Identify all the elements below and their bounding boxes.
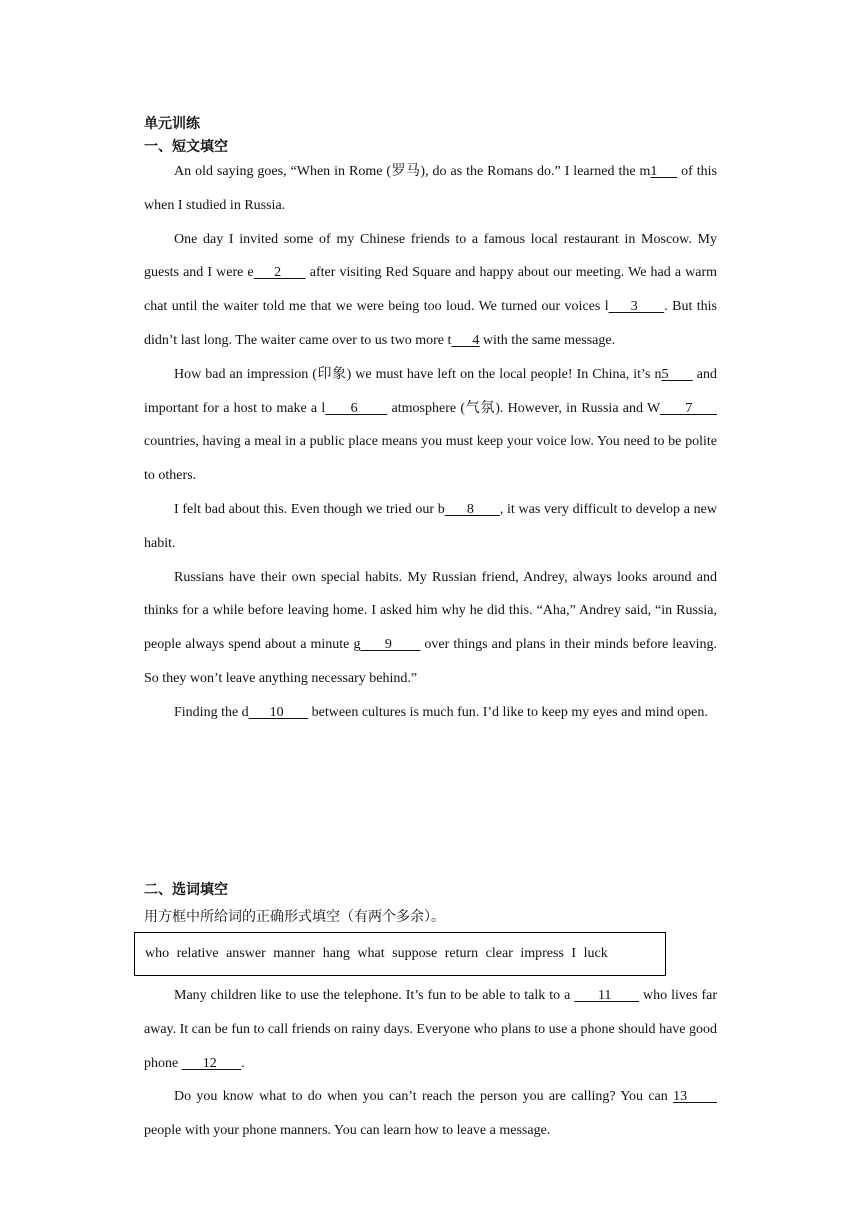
passage-text: 罗马: [391, 163, 421, 179]
passage-text: . But this didn’t last long. The waiter came over to us two more t: [144, 299, 718, 348]
passage-text: after visiting Red Square and happy about our meeting. We had a warm chat until the waiter told me that we were being too loud. We turned our voices l: [144, 265, 718, 315]
answer-blank[interactable]: 6: [325, 400, 388, 416]
answer-blank[interactable]: 13: [673, 1089, 718, 1105]
passage-text: people with your phone manners. You can learn how to leave a message.: [144, 1123, 551, 1139]
passage-text: How bad an impression (: [174, 366, 317, 382]
section1-passage: [144, 155, 717, 730]
passage-text: ) we must have left on the local people! In China, it’s n: [346, 366, 662, 382]
passage-text: I felt bad about this. Even though we tried our b: [174, 501, 445, 517]
passage-text: Many children like to use the telephone. It’s fun to be able to talk to a: [174, 988, 575, 1003]
section2-passage: [144, 979, 717, 1148]
passage-paragraph: [144, 696, 717, 730]
answer-blank[interactable]: 1: [650, 164, 678, 179]
word-bank-text: who relative answer manner hang what suppose return clear impress I luck: [145, 946, 608, 961]
passage-text: 印象: [316, 365, 347, 382]
passage-text: over things and plans in their minds before leaving. So they won’t leave anything necessary behind.”: [144, 637, 718, 686]
passage-text: One day I invited some of my Chinese friends to a famous local restaurant in Moscow. My guests and I were e: [144, 231, 717, 281]
passage-paragraph: [144, 979, 717, 1080]
passage-text: countries, having a meal in a public place means you must keep your voice low. You need to be polite to others.: [144, 434, 717, 484]
answer-blank[interactable]: 9: [360, 637, 421, 653]
answer-blank[interactable]: 4: [451, 332, 480, 348]
passage-text: atmosphere (: [387, 400, 465, 416]
passage-text: 气氛: [464, 399, 496, 416]
section2-title: 二、选词填空: [144, 882, 228, 898]
answer-blank[interactable]: 11: [574, 988, 640, 1003]
section2-instruction: 用方框中所给词的正确形式填空（有两个多余）。: [144, 909, 445, 925]
section1-title: 一、短文填空: [144, 139, 228, 155]
answer-blank[interactable]: 2: [253, 265, 306, 281]
passage-text: between cultures is much fun. I’d like to keep my eyes and mind open.: [308, 704, 708, 720]
passage-paragraph: [144, 493, 717, 561]
passage-text: .: [241, 1055, 245, 1071]
passage-paragraph: [144, 155, 717, 223]
word-bank-box: [134, 932, 666, 976]
passage-text: Finding the d: [174, 704, 249, 720]
passage-text: Do you know what to do when you can’t reach the person you are calling? You can: [174, 1089, 674, 1105]
answer-blank[interactable]: 5: [661, 366, 693, 382]
passage-text: and important for a host to make a l: [144, 366, 717, 416]
passage-text: ), do as the Romans do.” I learned the m: [420, 164, 651, 179]
passage-paragraph: [144, 1080, 717, 1148]
answer-blank[interactable]: 7: [659, 400, 717, 416]
passage-text: of this when I studied in Russia.: [144, 164, 718, 213]
passage-text: with the same message.: [479, 332, 616, 348]
passage-paragraph: [144, 561, 717, 696]
answer-blank[interactable]: 12: [181, 1055, 242, 1071]
answer-blank[interactable]: 8: [444, 501, 500, 517]
unit-title: 单元训练: [144, 116, 200, 132]
passage-paragraph: [144, 358, 717, 493]
passage-text: Russians have their own special habits. My Russian friend, Andrey, always looks around and thinks for a while before leaving home. I asked him why he did this. “Aha,” Andrey said, “in Russia, people always spend about a minute g: [144, 569, 717, 653]
answer-blank[interactable]: 3: [608, 299, 665, 315]
passage-text: who lives far away. It can be fun to call friends on rainy days. Everyone who plans to use a phone should have good phone: [144, 988, 718, 1071]
passage-text: ). However, in Russia and W: [495, 400, 660, 416]
passage-text: , it was very difficult to develop a new habit.: [144, 501, 717, 551]
passage-text: An old saying goes, “When in Rome (: [174, 164, 392, 179]
passage-paragraph: [144, 223, 717, 358]
answer-blank[interactable]: 10: [248, 704, 309, 720]
